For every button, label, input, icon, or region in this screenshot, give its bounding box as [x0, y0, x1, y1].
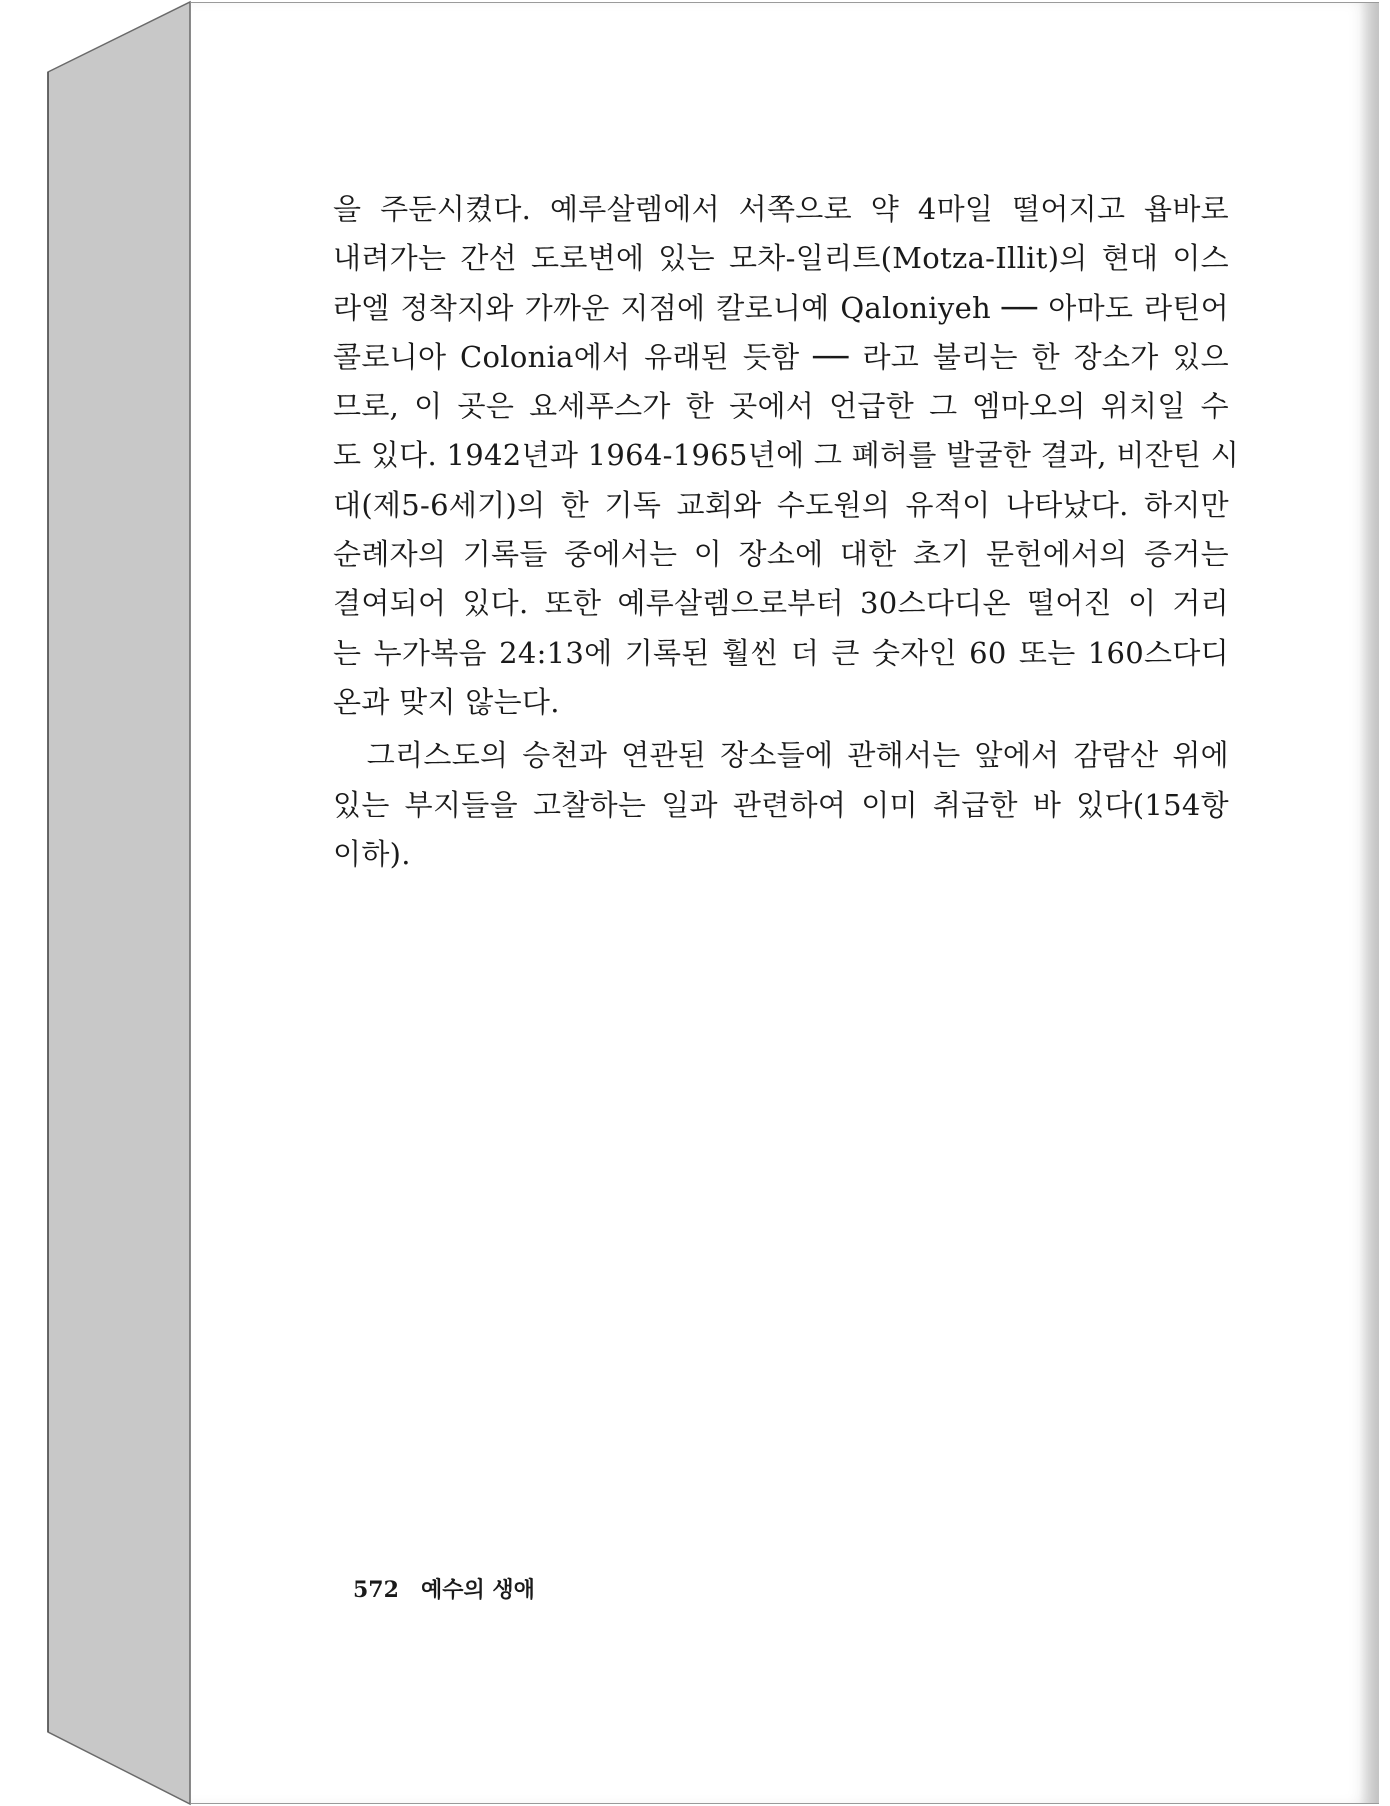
text-line: 이하). — [333, 836, 411, 871]
page-number: 572 — [353, 1577, 399, 1603]
text-line: 순례자의 기록들 중에서는 이 장소에 대한 초기 문헌에서의 증거는 — [333, 537, 1229, 572]
text-line: 라엘 정착지와 가까운 지점에 칼로니예 Qaloniyeh ── 아마도 라틴어 — [333, 290, 1229, 325]
text-line: 므로, 이 곳은 요세푸스가 한 곳에서 언급한 그 엠마오의 위치일 수 — [333, 389, 1229, 424]
page-edge-shadow — [1359, 3, 1379, 1803]
text-line: 대(제5-6세기)의 한 기독 교회와 수도원의 유적이 나타났다. 하지만 — [333, 487, 1229, 522]
text-line: 있는 부지들을 고찰하는 일과 관련하여 이미 취급한 바 있다(154항 — [333, 787, 1229, 822]
book-page — [190, 2, 1379, 1804]
text-line: 는 누가복음 24:13에 기록된 훨씬 더 큰 숫자인 60 또는 160스다디 — [333, 635, 1229, 670]
text-line: 온과 맞지 않는다. — [333, 684, 560, 719]
page-body-text — [333, 185, 1240, 879]
paragraph-2 — [333, 731, 1229, 879]
text-line: 도 있다. 1942년과 1964-1965년에 그 폐허를 발굴한 결과, 비잔틴 시 — [333, 438, 1240, 473]
text-line: 콜로니아 Colonia에서 유래된 듯함 ── 라고 불리는 한 장소가 있으 — [333, 339, 1229, 374]
paragraph-1 — [333, 185, 1240, 727]
text-line: 내려가는 간선 도로변에 있는 모차-일리트(Motza-Illit)의 현대 이스 — [333, 241, 1229, 276]
page-footer — [353, 1573, 535, 1604]
running-title: 예수의 생애 — [420, 1577, 535, 1603]
text-line: 그리스도의 승천과 연관된 장소들에 관해서는 앞에서 감람산 위에 — [333, 738, 1229, 773]
text-line: 결여되어 있다. 또한 예루살렘으로부터 30스다디온 떨어진 이 거리 — [333, 586, 1229, 621]
text-line: 을 주둔시켰다. 예루살렘에서 서쪽으로 약 4마일 떨어지고 욥바로 — [333, 192, 1229, 226]
